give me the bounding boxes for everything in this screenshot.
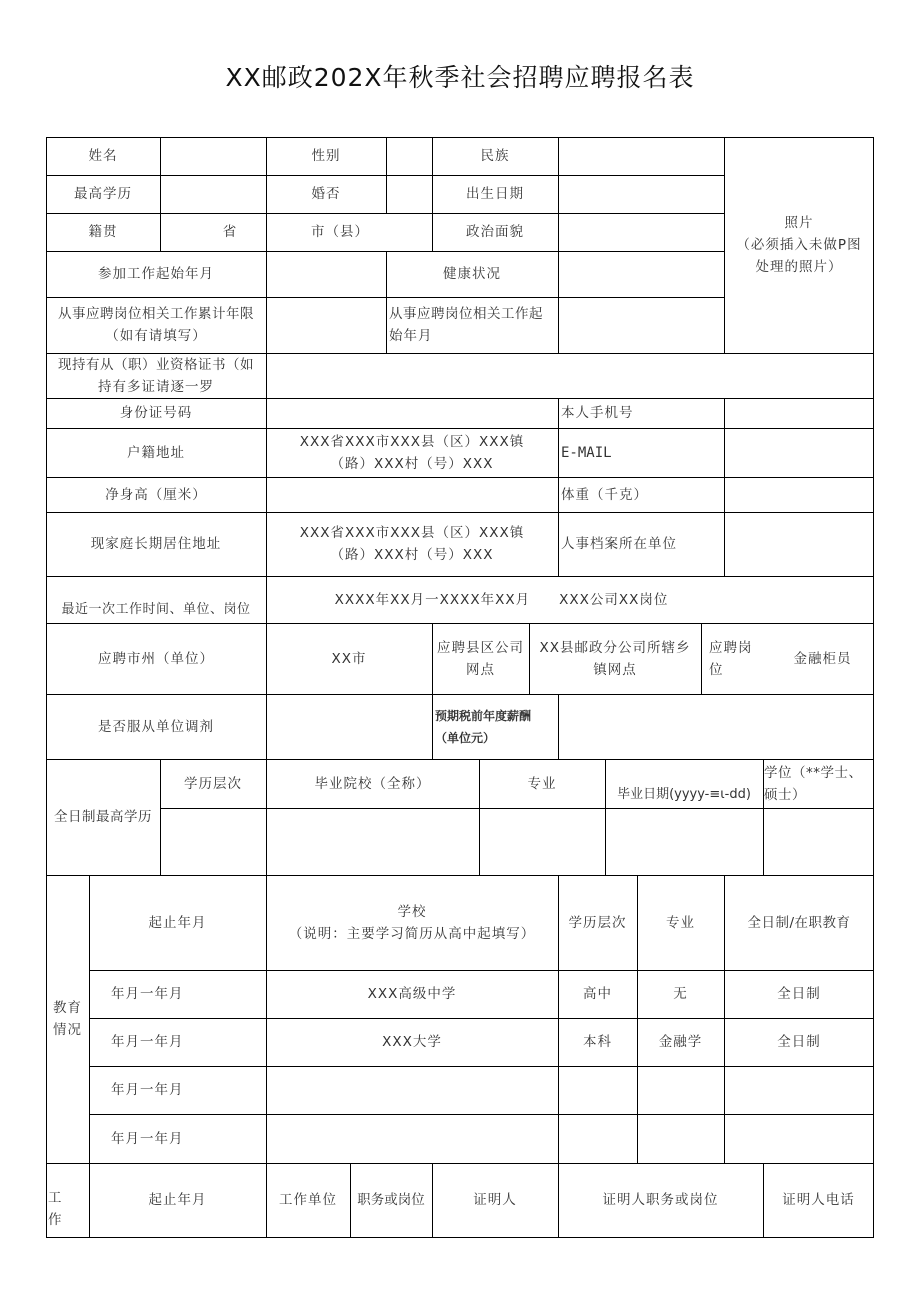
header-edu-major: 专业 (666, 914, 695, 931)
input-certificates[interactable] (266, 353, 874, 398)
input-fulltime-degree[interactable] (763, 808, 874, 875)
header-work-post: 职务或岗位 (357, 1192, 425, 1208)
label-related-years (46, 297, 266, 353)
input-gender[interactable] (386, 137, 432, 175)
header-fulltime-school: 毕业院校（全称） (314, 775, 431, 792)
label-marital: 婚否 (311, 186, 341, 202)
input-email[interactable] (724, 428, 874, 477)
photo-note-1: （必须插入未做P图 (736, 237, 862, 253)
input-phone[interactable] (724, 398, 874, 428)
label-ethnicity: 民族 (480, 148, 510, 164)
edu-school-line1: 学校 (397, 903, 427, 920)
edu-row-4-school[interactable] (266, 1114, 558, 1163)
edu-row-2-mode[interactable]: 全日制 (777, 1034, 821, 1050)
work-history-line2: 作 (48, 1212, 63, 1228)
input-marital[interactable] (386, 175, 432, 213)
apply-post-line1: 应聘岗 (709, 639, 753, 656)
work-history-line1: 工 (48, 1190, 63, 1206)
apply-post-value[interactable]: 金融柜员 (793, 650, 852, 667)
input-weight[interactable] (724, 477, 874, 512)
apply-county-value[interactable] (529, 623, 701, 694)
edu-row-3-mode[interactable] (724, 1066, 874, 1114)
apply-county-line1: 应聘县区公司 (437, 639, 524, 656)
edu-row-1-period[interactable]: 年月一年月 (111, 986, 184, 1002)
input-fulltime-school[interactable] (266, 808, 479, 875)
form-title: XX邮政202X年秋季社会招聘应聘报名表 (225, 63, 695, 92)
header-fulltime-major: 专业 (527, 775, 557, 792)
related-start-line1: 从事应聘岗位相关工作起 (389, 306, 543, 322)
label-education: 最高学历 (74, 186, 132, 202)
certificates-line1: 现持有从（职）业资格证书（如 (58, 356, 254, 373)
apply-county-value-line1: XX县邮政分公司所辖乡 (539, 639, 691, 656)
label-apply-city: 应聘市州（单位） (98, 650, 214, 667)
header-work-witness-post: 证明人职务或岗位 (602, 1192, 719, 1208)
edu-row-4-level[interactable] (558, 1114, 637, 1163)
input-obey-adjust[interactable] (266, 694, 432, 759)
edu-row-1-major[interactable]: 无 (673, 986, 688, 1002)
label-work-start: 参加工作起始年月 (98, 266, 214, 282)
header-edu-period: 起止年月 (148, 914, 207, 931)
native-province: 省 (222, 224, 238, 240)
edu-row-4-mode[interactable] (724, 1114, 874, 1163)
recent-job-value[interactable]: XXXX年XX月一XXXX年XX月 XXX公司XX岗位 (334, 591, 669, 608)
label-political: 政治面貌 (466, 224, 524, 240)
edu-row-3-major[interactable] (637, 1066, 724, 1114)
input-work-start[interactable] (266, 251, 386, 297)
certificates-line2: 持有多证请逐一罗 (98, 378, 214, 395)
label-hukou: 户籍地址 (127, 444, 185, 461)
label-recent-job: 最近一次工作时间、单位、岗位 (61, 602, 251, 617)
label-name: 姓名 (88, 148, 118, 164)
input-birth-date[interactable] (558, 175, 724, 213)
edu-row-2-period[interactable]: 年月一年月 (111, 1034, 184, 1050)
input-related-start[interactable] (558, 297, 724, 353)
label-height: 净身高（厘米） (105, 486, 207, 503)
residence-address-line2: （路）XXX村（号）XXX (330, 547, 494, 563)
header-work-period: 起止年月 (148, 1192, 207, 1208)
header-edu-school (266, 875, 558, 970)
input-name[interactable] (160, 137, 266, 175)
hukou-address-line2: （路）XXX村（号）XXX (330, 455, 494, 472)
residence-address-line1: XXX省XXX市XXX县（区）XXX镇 (299, 525, 525, 541)
label-birth-date: 出生日期 (466, 186, 524, 202)
input-political[interactable] (558, 213, 724, 251)
education-history-line1: 教育 (53, 1000, 82, 1016)
degree-line1: 学位（**学士、 (764, 764, 863, 781)
residence-address[interactable] (266, 512, 558, 576)
edu-row-4-major[interactable] (637, 1114, 724, 1163)
input-height[interactable] (266, 477, 558, 512)
label-archive: 人事档案所在单位 (561, 536, 677, 552)
label-id-number: 身份证号码 (119, 405, 193, 421)
label-email: E-MAIL (561, 444, 612, 461)
label-phone: 本人手机号 (561, 405, 634, 421)
edu-row-2-school[interactable]: XXX大学 (382, 1034, 442, 1050)
edu-school-line2: （说明：主要学习简历从高中起填写） (288, 925, 536, 942)
label-certificates (46, 353, 266, 398)
apply-county-value-line2: 镇网点 (593, 661, 637, 678)
label-native-place: 籍贯 (88, 224, 118, 240)
label-related-start (386, 297, 558, 353)
salary-line2: （单位元） (435, 730, 496, 745)
related-start-line2: 始年月 (389, 328, 433, 344)
input-fulltime-grad-date[interactable] (605, 808, 763, 875)
label-health: 健康状况 (443, 266, 501, 282)
header-edu-mode: 全日制/在职教育 (747, 914, 851, 931)
label-education-history (46, 875, 89, 1163)
input-archive[interactable] (724, 512, 874, 576)
edu-row-3-level[interactable] (558, 1066, 637, 1114)
related-years-line1: 从事应聘岗位相关工作累计年限 (58, 306, 254, 322)
degree-line2: 硕士） (764, 786, 806, 803)
edu-row-4-period[interactable]: 年月一年月 (111, 1130, 184, 1147)
input-fulltime-major[interactable] (479, 808, 605, 875)
label-apply-post (701, 623, 771, 694)
photo-box[interactable] (724, 137, 874, 353)
label-salary (432, 694, 558, 759)
photo-label: 照片 (784, 215, 814, 231)
photo-note-2: 处理的照片） (755, 259, 843, 275)
label-work-history (46, 1163, 89, 1237)
label-residence: 现家庭长期居住地址 (90, 536, 222, 552)
header-work-witness: 证明人 (473, 1192, 517, 1208)
header-fulltime-grad-date: 毕业日期(yyyy-≡ι-dd) (617, 787, 751, 802)
edu-row-2-level[interactable]: 本科 (583, 1034, 612, 1050)
apply-county-line2: 网点 (466, 661, 495, 678)
related-years-line2: （如有请填写） (105, 328, 207, 344)
edu-row-3-school[interactable] (266, 1066, 558, 1114)
input-related-years[interactable] (266, 297, 386, 353)
input-ethnicity[interactable] (558, 137, 724, 175)
header-work-unit: 工作单位 (279, 1192, 337, 1208)
label-apply-county (432, 623, 529, 694)
hukou-address[interactable] (266, 428, 558, 477)
header-work-witness-phone: 证明人电话 (782, 1192, 855, 1208)
education-history-line2: 情况 (53, 1022, 82, 1038)
header-fulltime-degree (763, 759, 874, 808)
edu-row-2-major[interactable]: 金融学 (658, 1034, 703, 1050)
label-weight: 体重（千克） (561, 486, 648, 503)
apply-post-line2: 位 (709, 661, 724, 678)
input-salary[interactable] (558, 694, 874, 759)
input-health[interactable] (558, 251, 724, 297)
label-obey-adjust: 是否服从单位调剂 (98, 718, 214, 735)
native-city: 市（县） (311, 224, 369, 240)
edu-row-1-mode[interactable]: 全日制 (777, 986, 821, 1002)
input-fulltime-level[interactable] (160, 808, 266, 875)
edu-row-1-level[interactable]: 高中 (583, 986, 612, 1002)
input-id-number[interactable] (266, 398, 558, 428)
edu-row-3-period[interactable]: 年月一年月 (111, 1082, 184, 1098)
apply-city-value[interactable]: XX市 (331, 650, 367, 667)
edu-row-1-school[interactable]: XXX高级中学 (367, 986, 457, 1002)
hukou-address-line1: XXX省XXX市XXX县（区）XXX镇 (299, 433, 525, 450)
label-gender: 性别 (311, 148, 341, 164)
label-fulltime-education: 全日制最高学历 (54, 809, 152, 825)
header-fulltime-level: 学历层次 (184, 775, 242, 792)
salary-line1: 预期税前年度薪酬 (435, 708, 532, 723)
input-education[interactable] (160, 175, 266, 213)
header-edu-level: 学历层次 (568, 914, 627, 931)
